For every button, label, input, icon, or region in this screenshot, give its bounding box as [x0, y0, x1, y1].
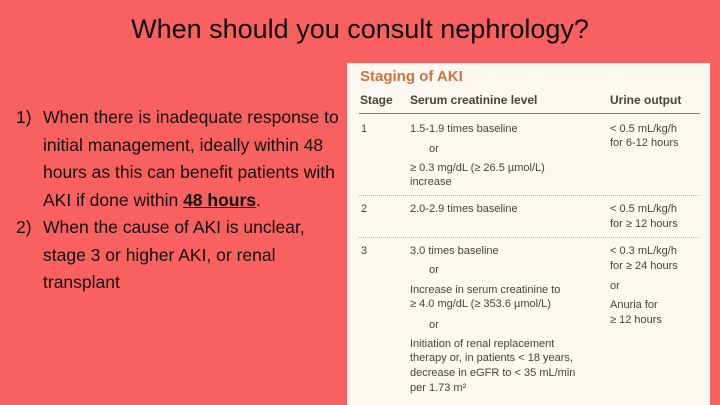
urine-3c: Anuria for	[610, 299, 658, 311]
stage-3: 3	[361, 245, 368, 257]
table-title: Staging of AKI	[360, 68, 463, 85]
creatinine-1c: increase	[410, 176, 452, 188]
urine-2a: < 0.5 mL/kg/h	[610, 203, 677, 215]
urine-3d: ≥ 12 hours	[610, 314, 662, 326]
creatinine-3g: per 1.73 m²	[410, 382, 467, 394]
creatinine-1b: ≥ 0.3 mg/dL (≥ 26.5 µmol/L)	[410, 162, 545, 174]
bullet-list	[16, 104, 346, 297]
slide-title: When should you consult nephrology?	[131, 14, 589, 44]
creatinine-3b: Increase in serum creatinine to	[410, 284, 561, 296]
bullet-text: When there is inadequate response to initial management, ideally within 48 hours as this can benefit patients with AKI if done within	[43, 107, 339, 210]
header-stage: Stage	[360, 93, 393, 107]
stage-1: 1	[361, 123, 368, 135]
or-label: or	[429, 264, 439, 276]
stage-2: 2	[361, 203, 368, 215]
aki-staging-table	[347, 63, 710, 405]
row-divider	[359, 237, 700, 238]
or-label: or	[429, 143, 439, 155]
urine-1a: < 0.5 mL/kg/h	[610, 123, 677, 135]
header-creatinine: Serum creatinine level	[410, 93, 538, 107]
bullet-text-end: .	[256, 189, 261, 210]
creatinine-3a: 3.0 times baseline	[410, 245, 499, 257]
or-label: or	[610, 280, 620, 292]
or-label: or	[429, 319, 439, 331]
creatinine-2a: 2.0-2.9 times baseline	[410, 203, 518, 215]
bullet-item-1	[16, 104, 346, 214]
row-divider	[359, 195, 700, 196]
bullet-number: 1)	[16, 107, 32, 127]
urine-2b: for ≥ 12 hours	[610, 218, 678, 230]
creatinine-1a: 1.5-1.9 times baseline	[410, 123, 518, 135]
urine-3b: for ≥ 24 hours	[610, 260, 678, 272]
header-divider	[359, 113, 700, 114]
urine-1b: for 6-12 hours	[610, 137, 679, 149]
bullet-number: 2)	[16, 217, 32, 237]
header-urine: Urine output	[610, 93, 682, 107]
bullet-emphasis: 48 hours	[183, 189, 257, 210]
creatinine-3d: Initiation of renal replacement	[410, 338, 555, 350]
creatinine-3e: therapy or, in patients < 18 years,	[410, 352, 573, 364]
creatinine-3c: ≥ 4.0 mg/dL (≥ 353.6 µmol/L)	[410, 298, 551, 310]
creatinine-3f: decrease in eGFR to < 35 mL/min	[410, 367, 576, 379]
bullet-text: When the cause of AKI is unclear, stage 3 or higher AKI, or renal transplant	[43, 217, 305, 292]
bullet-item-2	[16, 214, 346, 297]
urine-3a: < 0.3 mL/kg/h	[610, 245, 677, 257]
